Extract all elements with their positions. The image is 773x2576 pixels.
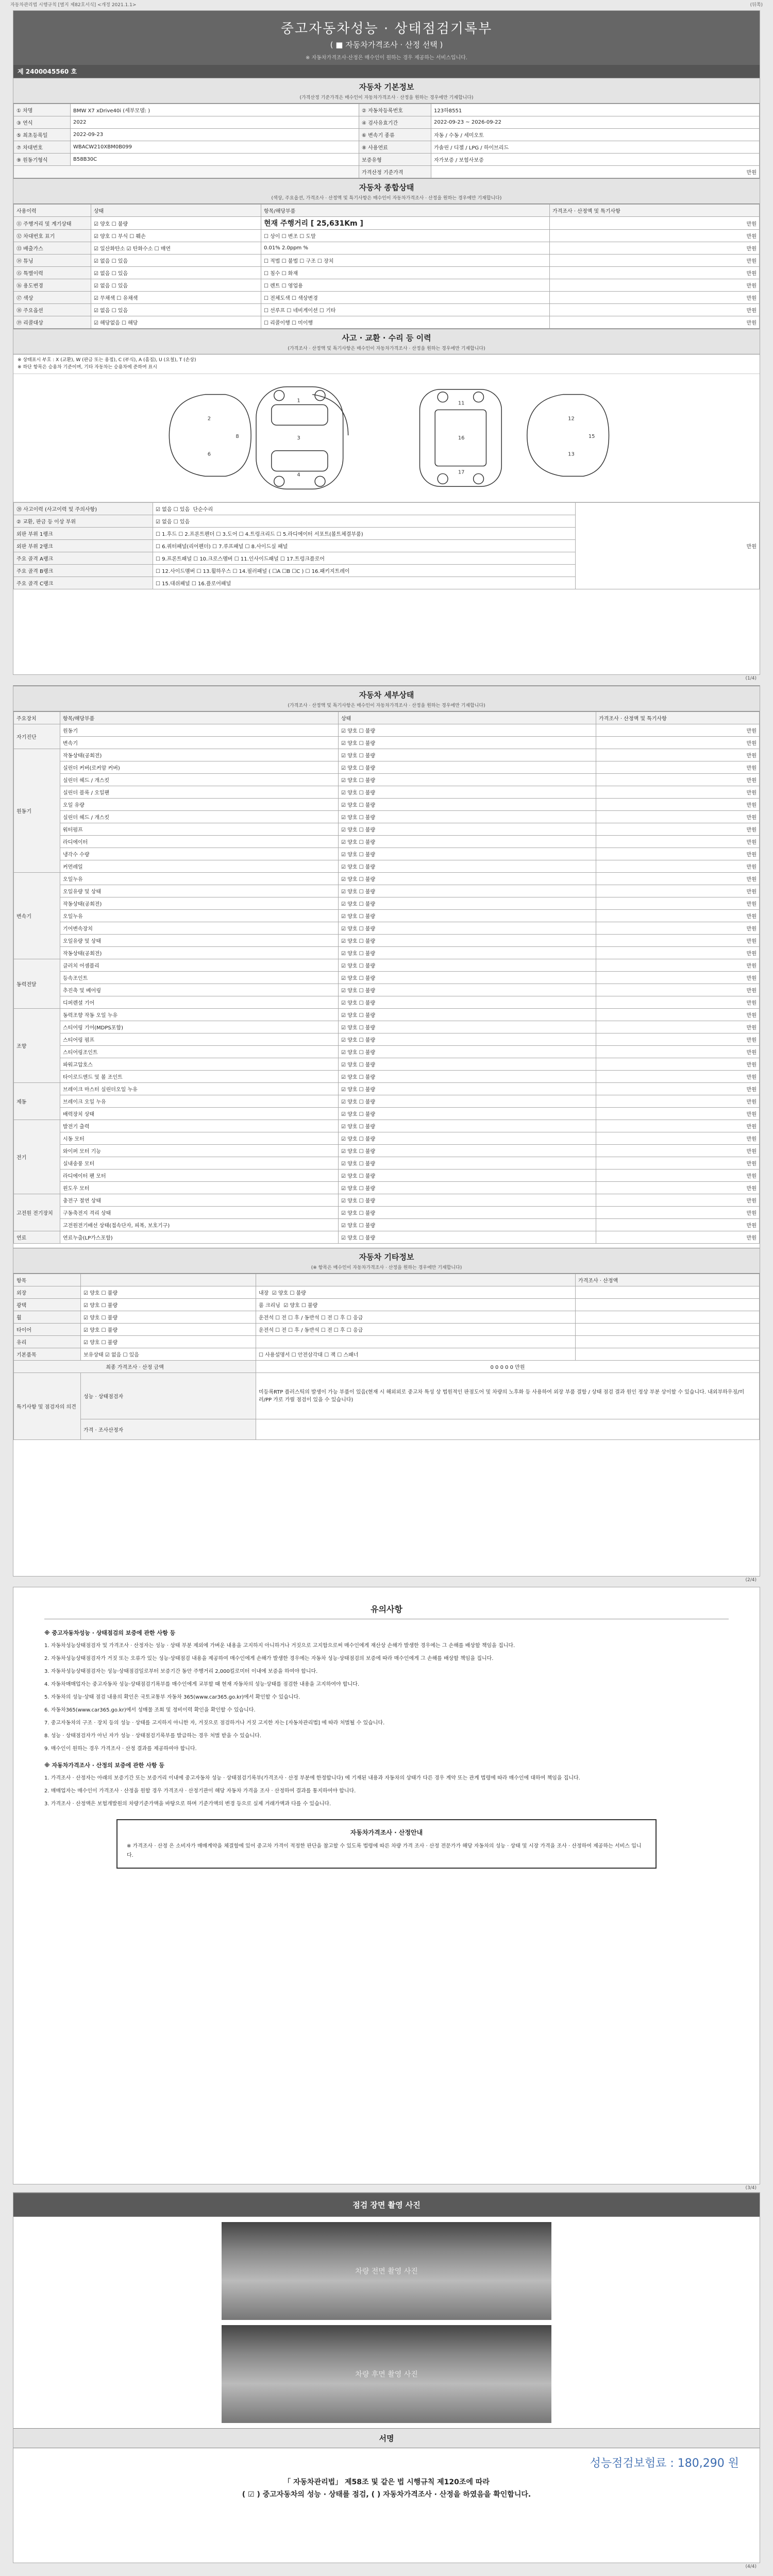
table-row: 오일유량 및 상태 ☑ 양호 ☐ 불량 만원 <box>14 885 760 897</box>
form-title: 중고자동차성능 · 상태점검기록부 <box>280 21 493 37</box>
overall-status-section: 자동차 종합상태 (색상, 주요옵션, 가격조사 · 산정액 및 특기사항은 매수인이 자동차가격조사 · 산정을 원하는 경우에만 기재합니다) <box>13 178 760 204</box>
form-header <box>13 11 760 65</box>
document-number: 제 2400045560 호 <box>13 65 760 78</box>
table-row: 전기 발전기 출력 ☑ 양호 ☐ 불량 만원 <box>14 1120 760 1132</box>
table-row: 작동상태(공회전) ☑ 양호 ☐ 불량 만원 <box>14 897 760 910</box>
price-service-notice: 자동차가격조사 · 산정안내 ※ 가격조사 · 산정 은 소비자가 매매계약을 체결함에 있어 중고차 가격이 적정한 판단을 참고할 수 있도록 법령에 따른 차량 가격 조사 · 산정 전문가가 해당 자동차의 성능 · 상태 및 시장 가격을 조사 · 산정하여 제공하는 서비스 입니다. <box>116 1819 657 1869</box>
photo-section: 점검 장면 촬영 사진 <box>13 2193 760 2217</box>
table-row: 커먼레일 ☑ 양호 ☐ 불량 만원 <box>14 860 760 873</box>
table-row: 타이로드엔드 및 볼 조인트 ☑ 양호 ☐ 불량 만원 <box>14 1071 760 1083</box>
page-4: 점검 장면 촬영 사진 차량 전면 촬영 사진 차량 후면 촬영 사진 서명 성능점검보험료 : 180,290 원 「 자동차관리법」 제58조 및 같은 법 시행규칙 제120조에 따라 ( ☑ ) 중고자동차의 성능 · 상태를 점검, ( ) 자동차가격조사 · 산정을 하였음을 확인합니다. (4/4) <box>13 2192 760 2563</box>
table-row: 주요 골격 C랭크 ☐ 15.대쉬패널 ☐ 16.플로어패널 <box>14 577 760 589</box>
table-row: 디퍼렌셜 기어 ☑ 양호 ☐ 불량 만원 <box>14 996 760 1009</box>
table-row: 작동상태(공회전) ☑ 양호 ☐ 불량 만원 <box>14 947 760 959</box>
table-row: 실내송풍 모터 ☑ 양호 ☐ 불량 만원 <box>14 1157 760 1170</box>
table-row: 구동축전지 격리 상태 ☑ 양호 ☐ 불량 만원 <box>14 1207 760 1219</box>
accident-history-section: 사고 · 교환 · 수리 등 이력 (가격조사 · 산정액 및 특기사항은 매수인이 자동차가격조사 · 산정을 원하는 경우에만 기재합니다) <box>13 329 760 354</box>
page-1: 중고자동차성능 · 상태점검기록부 ( ■ 자동차가격조사 · 산정 선택 ) ※ 자동차가격조사·산정은 매수인이 원하는 경우 제공하는 서비스입니다. 제 2400045560 호 자동차 기본정보 (가격산정 기준가격은 매수인이 자동차가격조사 · 산정을 원하는 경우에만 기재합니다) ① 차명 BMW X7 xDrive40i (세부모델: ) ② 자동차등록번호 123하8551 ③ 연식 2022 ④ 검사유효기간 2022-09-23 ~ 2026-09-22 ⑤ 최초등록일 2022-09-23 ⑥ 변속기 종류 자동 / 수동 / 세미오토 ⑦ 차대번호 WBACW210XBM0B099 ⑧ 사용연료 가솔린 / 디젤 / LPG / 하이브리드 ⑨ 원동기형식 B58B30C 보증유형 자가보증 / 보험사보증 가격산정 기준가격 만원 자동차 종합상태 (색상, 주요옵션, 가격조사 · 산정액 및 특기사항은 매수인이 자동차가격조사 · 산정을 원하는 경우에만 기재합니다) 사용이력 상태 항목/해당부품 가격조사 · 산정액 및 특기사항 ⑪ 주행거리 및 계기상태 ☑ 양호 ☐ 불량 현재 주행거리 [ 25,631Km ] 만원 ⑫ 차대번호 표기 ☑ 양호 ☐ 부식 ☐ 훼손 ☐ 상이 ☐ 변조 ☐ 도말 만원 ⑬ 배출가스 ☑ 일산화탄소 ☑ 탄화수소 ☐ 매연 0.01% 2.0ppm % 만원 ⑭ 튜닝 ☑ 없음 ☐ 있음 ☐ 적법 ☐ 불법 ☐ 구조 ☐ 장치 만원 ⑮ 특별이력 ☑ 없음 ☐ 있음 ☐ 침수 ☐ 화재 만원 ⑯ 용도변경 ☑ 없음 ☐ 있음 ☐ 렌트 ☐ 영업용 만원 ⑰ 색상 ☑ 무채색 ☐ 유채색 ☐ 전체도색 ☐ 색상변경 만원 ⑱ 주요옵션 ☑ 없음 ☐ 있음 ☐ 선루프 ☐ 네비게이션 ☐ 기타 만원 ⑲ 리콜대상 ☑ 해당없음 ☐ 해당 ☐ 리콜이행 ☐ 미이행 만원 사고 · 교환 · 수리 등 이력 (가격조사 · 산정액 및 특기사항은 매수인이 자동차가격조사 · 산정을 원하는 경우에만 기재합니다) ※ 상태표시 부호 : X (교환), W (판금 또는 용접), C (부식), A (흠집), U (요철), T (손상) ※ 하단 항목은 승용차 기준이며, 기타 자동차는 승용차에 준하여 표시 1 3 4 2 6 8 11 16 17 12 13 15 ⑳ 사고이력 (사고이력 및 주의사항) ☑ 없음 ☐ 있음 단순수리 만원 ② 교환, 판금 등 이상 부위 ☑ 없음 ☐ 있음 외판 부위 1랭크 ☐ 1.후드 ☐ 2.프론트펜더 ☐ 3.도어 ☐ 4.트렁크리드 ☐ 5.라디에이터 서포트(볼트체결부품) 외판 부위 2랭크 ☐ 6.쿼터패널(리어펜더) ☐ 7.루프패널 ☐ 8.사이드실 패널 주요 골격 A랭크 ☐ 9.프론트패널 ☐ 10.크로스멤버 ☐ 11.인사이드패널 ☐ 17.트렁크플로어 주요 골격 B랭크 ☐ 12.사이드멤버 ☐ 13.휠하우스 ☐ 14.필러패널 ( ☐A ☐B ☐C ) ☐ 16.패키지트레이 주요 골격 C랭크 ☐ 15.대쉬패널 ☐ 16.플로어패널 (1/4) <box>13 10 760 675</box>
table-row: 오일 유량 ☑ 양호 ☐ 불량 만원 <box>14 799 760 811</box>
form-note: ※ 자동차가격조사·산정은 매수인이 원하는 경우 제공하는 서비스입니다. <box>306 55 467 61</box>
table-row: 기어변속장치 ☑ 양호 ☐ 불량 만원 <box>14 922 760 935</box>
table-row: 스티어링 펌프 ☑ 양호 ☐ 불량 만원 <box>14 1033 760 1046</box>
detail-status-table: 주요장치 항목/해당부품 상태 가격조사 · 산정액 및 특기사항 자기진단 원동기 ☑ 양호 ☐ 불량 만원 변속기 ☑ 양호 ☐ 불량 만원 원동기 작동상태(공회전) ☑ 양호 ☐ 불량 만원 실린더 커버(로커암 커버) ☑ 양호 ☐ 불량 만원 실린더 헤드 / 개스킷 ☑ 양호 ☐ 불량 만원 실린더 블록 / 오일팬 ☑ 양호 ☐ 불량 만원 오일 유량 ☑ 양호 ☐ 불량 만원 실린더 헤드 / 개스킷 ☑ 양호 ☐ 불량 만원 워터펌프 ☑ 양호 ☐ 불량 만원 라디에이터 ☑ 양호 ☐ 불량 만원 냉각수 수량 ☑ 양호 ☐ 불량 만원 커먼레일 ☑ 양호 ☐ 불량 만원 변속기 오일누유 ☑ 양호 ☐ 불량 만원 오일유량 및 상태 ☑ 양호 ☐ 불량 만원 작동상태(공회전) ☑ 양호 ☐ 불량 만원 오일누유 ☑ 양호 ☐ 불량 만원 기어변속장치 ☑ 양호 ☐ 불량 만원 오일유량 및 상태 ☑ 양호 ☐ 불량 만원 작동상태(공회전) ☑ 양호 ☐ 불량 만원 동력전달 클러치 어셈블리 ☑ 양호 ☐ 불량 만원 등속조인트 ☑ 양호 ☐ 불량 만원 추진축 및 베어링 ☑ 양호 ☐ 불량 만원 디퍼렌셜 기어 ☑ 양호 ☐ 불량 만원 조향 동력조향 작동 오일 누유 ☑ 양호 ☐ 불량 만원 스티어링 기어(MDPS포함) ☑ 양호 ☐ 불량 만원 스티어링 펌프 ☑ 양호 ☐ 불량 만원 스티어링조인트 ☑ 양호 ☐ 불량 만원 파워고압호스 ☑ 양호 ☐ 불량 만원 타이로드엔드 및 볼 조인트 ☑ 양호 ☐ 불량 만원 제동 브레이크 마스터 실린더오일 누유 ☑ 양호 ☐ 불량 만원 브레이크 오일 누유 ☑ 양호 ☐ 불량 만원 배력장치 상태 ☑ 양호 ☐ 불량 만원 전기 발전기 출력 ☑ 양호 ☐ 불량 만원 시동 모터 ☑ 양호 ☐ 불량 만원 와이퍼 모터 기능 ☑ 양호 ☐ 불량 만원 실내송풍 모터 ☑ 양호 ☐ 불량 만원 라디에이터 팬 모터 ☑ 양호 ☐ 불량 만원 윈도우 모터 ☑ 양호 ☐ 불량 만원 고전원 전기장치 충전구 절연 상태 ☑ 양호 ☐ 불량 만원 구동축전지 격리 상태 ☑ 양호 ☐ 불량 만원 고전원전기배선 상태(접속단자, 피복, 보호기구) ☑ 양호 ☐ 불량 만원 연료 연료누출(LP가스포함) ☑ 양호 ☐ 불량 만원 <box>13 711 760 1244</box>
table-row: 파워고압호스 ☑ 양호 ☐ 불량 만원 <box>14 1058 760 1071</box>
svg-text:4: 4 <box>297 472 300 478</box>
table-row: 동력전달 클러치 어셈블리 ☑ 양호 ☐ 불량 만원 <box>14 959 760 972</box>
table-row: 기본품목 보유상태 ☑ 없음 ☐ 있음 ☐ 사용설명서 ☐ 안전삼각대 ☐ 잭 ☐ 스패너 <box>14 1348 760 1361</box>
svg-text:16: 16 <box>458 435 465 441</box>
svg-text:13: 13 <box>568 451 575 457</box>
table-row: 조향 동력조향 작동 오일 누유 ☑ 양호 ☐ 불량 만원 <box>14 1009 760 1021</box>
table-row: 제동 브레이크 마스터 실린더오일 누유 ☑ 양호 ☐ 불량 만원 <box>14 1083 760 1095</box>
table-row: 윈도우 모터 ☑ 양호 ☐ 불량 만원 <box>14 1182 760 1194</box>
table-row: 와이퍼 모터 기능 ☑ 양호 ☐ 불량 만원 <box>14 1145 760 1157</box>
svg-text:11: 11 <box>458 400 465 406</box>
table-row: 자기진단 원동기 ☑ 양호 ☐ 불량 만원 <box>14 724 760 737</box>
svg-text:8: 8 <box>236 433 239 439</box>
table-row: 시동 모터 ☑ 양호 ☐ 불량 만원 <box>14 1132 760 1145</box>
table-row: 변속기 오일누유 ☑ 양호 ☐ 불량 만원 <box>14 873 760 885</box>
table-row: 실린더 블록 / 오일팬 ☑ 양호 ☐ 불량 만원 <box>14 786 760 799</box>
table-row: 배력장치 상태 ☑ 양호 ☐ 불량 만원 <box>14 1108 760 1120</box>
table-row: ⑬ 배출가스 ☑ 일산화탄소 ☑ 탄화수소 ☐ 매연 0.01% 2.0ppm % 만원 <box>14 242 760 255</box>
table-row: 실린더 헤드 / 개스킷 ☑ 양호 ☐ 불량 만원 <box>14 774 760 786</box>
table-row: 휠 ☑ 양호 ☐ 불량 운전석 ☐ 전 ☐ 후 / 동반석 ☐ 전 ☐ 후 ☐ 응급 <box>14 1311 760 1324</box>
svg-text:15: 15 <box>588 433 595 439</box>
table-row: 스티어링조인트 ☑ 양호 ☐ 불량 만원 <box>14 1046 760 1058</box>
svg-text:2: 2 <box>207 416 211 422</box>
insurance-fee: 성능점검보험료 : 180,290 원 <box>590 2457 739 2470</box>
table-row: 광택 ☑ 양호 ☐ 불량 룸 크리닝 ☑ 양호 ☐ 불량 <box>14 1299 760 1311</box>
svg-text:1: 1 <box>297 398 300 404</box>
page-3: 유의사항 ※ 중고자동차성능 · 상태점검의 보증에 관한 사항 등 1. 자동차성능상태점검자 및 가격조사 · 산정자는 성능 · 상태 부분 제외에 가벼운 내용을 고지하지 아니하거나 거짓으로 고지함으로써 매수인에게 재산상 손해가 발생한 경우에는 그 손해를 배상할 책임을 집니다. 2. 자동차성능상태점검자가 거짓 또는 오류가 있는 성능·상태점검 내용을 제공하여 매수인에게 손해가 발생한 경우에는 자동차 성능·상태점검의 보증에 따라 매수인에게 그 손해를 배상할 책임을 집니다. 3. 자동차성능상태점검자는 성능·상태점검일로부터 보증기간 동안 주행거리 2,000킬로미터 이내에 보증을 하여야 합니다. 4. 자동차매매업자는 중고자동차 성능·상태점검기록부를 매수인에게 교부할 때 현재 자동차의 성능·상태를 점검한 내용을 고지하여야 합니다. 5. 자동차의 성능·상태 점검 내용의 확인은 국토교통부 자동차 365(www.car365.go.kr)에서 확인할 수 있습니다. 6. 자동차365(www.car365.go.kr)에서 성매물 조회 및 정비이력 확인을 확인할 수 있습니다. 7. 중고자동차의 구조 · 장치 등의 성능 · 상태를 고지하지 아니한 자, 거짓으로 점검하거나 거짓 고지한 자는 [자동차관리법] 에 따라 처벌될 수 있습니다. 8. 성능 · 상태점검자가 아닌 자가 성능 · 상태점검기록부를 발급하는 경우 처벌 받을 수 있습니다. 9. 매수인이 원하는 경우 가격조사 · 산정 결과를 제공하여야 합니다. ※ 자동차가격조사 · 산정의 보증에 관한 사항 등 1. 가격조사 · 산정자는 아래의 보증기간 또는 보증거리 이내에 중고자동차 성능 · 상태점검기록부(가격조사 · 산정 부분에 한정합니다) 에 기재된 내용과 자동차의 상태가 다른 경우 계약 또는 관계 법령에 따라 매수인에 대하여 책임을 집니다. 2. 매매업자는 매수인이 가격조사 · 산정을 원할 경우 가격조사 · 산정기관이 해당 자동차 가격을 조사 · 산정하여 결과를 통지하여야 합니다. 3. 가격조사 · 산정액은 보험개발원의 차량기준가액을 바탕으로 하며 기준가액의 변경 등으로 실제 거래가액과 다를 수 있습니다. 자동차가격조사 · 산정안내 ※ 가격조사 · 산정 은 소비자가 매매계약을 체결함에 있어 중고차 가격이 적정한 판단을 참고할 수 있도록 법령에 따른 차량 가격 조사 · 산정 전문가가 해당 자동차의 성능 · 상태 및 시장 가격을 조사 · 산정하여 제공하는 서비스 입니다. (3/4) <box>13 1587 760 2184</box>
svg-text:17: 17 <box>458 469 465 476</box>
table-row: 고전원전기배선 상태(접속단자, 피복, 보호기구) ☑ 양호 ☐ 불량 만원 <box>14 1219 760 1231</box>
table-row: 라디에이터 팬 모터 ☑ 양호 ☐ 불량 만원 <box>14 1170 760 1182</box>
table-row: 브레이크 오일 누유 ☑ 양호 ☐ 불량 만원 <box>14 1095 760 1108</box>
table-row: 원동기 작동상태(공회전) ☑ 양호 ☐ 불량 만원 <box>14 749 760 761</box>
accident-legend: ※ 상태표시 부호 : X (교환), W (판금 또는 용접), C (부식), A (흠집), U (요철), T (손상) ※ 하단 항목은 승용차 기준이며, 기타 자동차는 승용차에 준하여 표시 <box>18 358 196 370</box>
table-row: 워터펌프 ☑ 양호 ☐ 불량 만원 <box>14 823 760 836</box>
table-row: 유리 ☑ 양호 ☐ 불량 <box>14 1336 760 1348</box>
table-row: 타이어 ☑ 양호 ☐ 불량 운전석 ☐ 전 ☐ 후 / 동반석 ☐ 전 ☐ 후 ☐ 응급 <box>14 1324 760 1336</box>
table-row: 주요 골격 B랭크 ☐ 12.사이드멤버 ☐ 13.휠하우스 ☐ 14.필러패널 ( ☐A ☐B ☐C ) ☐ 16.패키지트레이 <box>14 564 760 577</box>
table-row: ⑲ 리콜대상 ☑ 해당없음 ☐ 해당 ☐ 리콜이행 ☐ 미이행 만원 <box>14 316 760 329</box>
table-row: 오일유량 및 상태 ☑ 양호 ☐ 불량 만원 <box>14 935 760 947</box>
table-row: 외판 부위 2랭크 ☐ 6.쿼터패널(리어펜더) ☐ 7.루프패널 ☐ 8.사이드실 패널 <box>14 539 760 552</box>
table-row: 외장 ☑ 양호 ☐ 불량 내장 ☑ 양호 ☐ 불량 <box>14 1286 760 1299</box>
table-row: 연료 연료누출(LP가스포함) ☑ 양호 ☐ 불량 만원 <box>14 1231 760 1244</box>
table-row: 스티어링 기어(MDPS포함) ☑ 양호 ☐ 불량 만원 <box>14 1021 760 1033</box>
table-row: 고전원 전기장치 충전구 절연 상태 ☑ 양호 ☐ 불량 만원 <box>14 1194 760 1207</box>
svg-text:12: 12 <box>568 416 575 422</box>
table-row: ⑰ 색상 ☑ 무채색 ☐ 유채색 ☐ 전체도색 ☐ 색상변경 만원 <box>14 292 760 304</box>
table-row: 외판 부위 1랭크 ☐ 1.후드 ☐ 2.프론트펜더 ☐ 3.도어 ☐ 4.트렁크리드 ☐ 5.라디에이터 서포트(볼트체결부품) <box>14 527 760 539</box>
table-row: 등속조인트 ☑ 양호 ☐ 불량 만원 <box>14 972 760 984</box>
table-row: 오일누유 ☑ 양호 ☐ 불량 만원 <box>14 910 760 922</box>
table-row: ⑫ 차대번호 표기 ☑ 양호 ☐ 부식 ☐ 훼손 ☐ 상이 ☐ 변조 ☐ 도말 만원 <box>14 230 760 242</box>
basic-info-table: ① 차명 BMW X7 xDrive40i (세부모델: ) ② 자동차등록번호 123하8551 ③ 연식 2022 ④ 검사유효기간 2022-09-23 ~ 2026-09-22 ⑤ 최초등록일 2022-09-23 ⑥ 변속기 종류 자동 / 수동 / 세미오토 ⑦ 차대번호 WBACW210XBM0B099 ⑧ 사용연료 가솔린 / 디젤 / LPG / 하이브리드 ⑨ 원동기형식 B58B30C 보증유형 자가보증 / 보험사보증 가격산정 기준가격 만원 <box>13 104 760 178</box>
svg-text:3: 3 <box>297 435 300 441</box>
other-info-section: 자동차 기타정보 (※ 항목은 매수인이 자동차가격조사 · 산정을 원하는 경우에만 기재합니다) <box>13 1248 760 1274</box>
table-row: 냉각수 수량 ☑ 양호 ☐ 불량 만원 <box>14 848 760 860</box>
table-row: 실린더 커버(로커암 커버) ☑ 양호 ☐ 불량 만원 <box>14 761 760 774</box>
signature-section: 서명 <box>13 2428 760 2448</box>
front-photo: 차량 전면 촬영 사진 <box>222 2222 551 2320</box>
table-row: ⑪ 주행거리 및 계기상태 ☑ 양호 ☐ 불량 현재 주행거리 [ 25,631Km ] 만원 <box>14 217 760 230</box>
detail-status-section: 자동차 세부상태 (가격조사 · 산정액 및 특기사항은 매수인이 자동차가격조사 · 산정을 원하는 경우에만 기재합니다) <box>13 686 760 711</box>
table-row: 변속기 ☑ 양호 ☐ 불량 만원 <box>14 737 760 749</box>
table-row: ⑮ 특별이력 ☑ 없음 ☐ 있음 ☐ 침수 ☐ 화재 만원 <box>14 267 760 279</box>
form-subtitle: ( ■ 자동차가격조사 · 산정 선택 ) <box>330 40 443 49</box>
page-2: 자동차 세부상태 (가격조사 · 산정액 및 특기사항은 매수인이 자동차가격조사 · 산정을 원하는 경우에만 기재합니다) 주요장치 항목/해당부품 상태 가격조사 · 산정액 및 특기사항 자기진단 원동기 ☑ 양호 ☐ 불량 만원 변속기 ☑ 양호 ☐ 불량 만원 원동기 작동상태(공회전) ☑ 양호 ☐ 불량 만원 실린더 커버(로커암 커버) ☑ 양호 ☐ 불량 만원 실린더 헤드 / 개스킷 ☑ 양호 ☐ 불량 만원 실린더 블록 / 오일팬 ☑ 양호 ☐ 불량 만원 오일 유량 ☑ 양호 ☐ 불량 만원 실린더 헤드 / 개스킷 ☑ 양호 ☐ 불량 만원 워터펌프 ☑ 양호 ☐ 불량 만원 라디에이터 ☑ 양호 ☐ 불량 만원 냉각수 수량 ☑ 양호 ☐ 불량 만원 커먼레일 ☑ 양호 ☐ 불량 만원 변속기 오일누유 ☑ 양호 ☐ 불량 만원 오일유량 및 상태 ☑ 양호 ☐ 불량 만원 작동상태(공회전) ☑ 양호 ☐ 불량 만원 오일누유 ☑ 양호 ☐ 불량 만원 기어변속장치 ☑ 양호 ☐ 불량 만원 오일유량 및 상태 ☑ 양호 ☐ 불량 만원 작동상태(공회전) ☑ 양호 ☐ 불량 만원 동력전달 클러치 어셈블리 ☑ 양호 ☐ 불량 만원 등속조인트 ☑ 양호 ☐ 불량 만원 추진축 및 베어링 ☑ 양호 ☐ 불량 만원 디퍼렌셜 기어 ☑ 양호 ☐ 불량 만원 조향 동력조향 작동 오일 누유 ☑ 양호 ☐ 불량 만원 스티어링 기어(MDPS포함) ☑ 양호 ☐ 불량 만원 스티어링 펌프 ☑ 양호 ☐ 불량 만원 스티어링조인트 ☑ 양호 ☐ 불량 만원 파워고압호스 ☑ 양호 ☐ 불량 만원 타이로드엔드 및 볼 조인트 ☑ 양호 ☐ 불량 만원 제동 브레이크 마스터 실린더오일 누유 ☑ 양호 ☐ 불량 만원 브레이크 오일 누유 ☑ 양호 ☐ 불량 만원 배력장치 상태 ☑ 양호 ☐ 불량 만원 전기 발전기 출력 ☑ 양호 ☐ 불량 만원 시동 모터 ☑ 양호 ☐ 불량 만원 와이퍼 모터 기능 ☑ 양호 ☐ 불량 만원 실내송풍 모터 ☑ 양호 ☐ 불량 만원 라디에이터 팬 모터 ☑ 양호 ☐ 불량 만원 윈도우 모터 ☑ 양호 ☐ 불량 만원 고전원 전기장치 충전구 절연 상태 ☑ 양호 ☐ 불량 만원 구동축전지 격리 상태 ☑ 양호 ☐ 불량 만원 고전원전기배선 상태(접속단자, 피복, 보호기구) ☑ 양호 ☐ 불량 만원 연료 연료누출(LP가스포함) ☑ 양호 ☐ 불량 만원 자동차 기타정보 (※ 항목은 매수인이 자동차가격조사 · 산정을 원하는 경우에만 기재합니다) 항목 가격조사 · 산정액 외장 ☑ 양호 ☐ 불량 내장 ☑ 양호 ☐ 불량 광택 ☑ 양호 ☐ 불량 룸 크리닝 ☑ 양호 ☐ 불량 휠 ☑ 양호 ☐ 불량 운전석 ☐ 전 ☐ 후 / 동반석 ☐ 전 ☐ 후 ☐ 응급 타이어 ☑ 양호 ☐ 불량 운전석 ☐ 전 ☐ 후 / 동반석 ☐ 전 ☐ 후 ☐ 응급 유리 ☑ 양호 ☐ 불량 기본품목 보유상태 ☑ 없음 ☐ 있음 ☐ 사용설명서 ☐ 안전삼각대 ☐ 잭 ☐ 스패너 최종 가격조사 · 산정 금액 0 0 0 0 0 만원 특기사항 및 점검자의 의견 성능 · 상태점검자 미등록RTP 플러스틱의 발생이 가능 부품이 있음(현재 시 해외외로 중고차 특성 상 법원적인 판점도어 및 차량의 노후화 등 사용하여 외장 부품 결함 / 상태 점검 결과 원인 정상 부분 상이할 수 있습니다. 내외부하우징/미러/PP 가로 가릴 점검이 있을 수 있습니다) 가격 · 조사산정자 (2/4) <box>13 685 760 1577</box>
notice-section: 유의사항 ※ 중고자동차성능 · 상태점검의 보증에 관한 사항 등 1. 자동차성능상태점검자 및 가격조사 · 산정자는 성능 · 상태 부분 제외에 가벼운 내용을 고지하지 아니하거나 거짓으로 고지함으로써 매수인에게 재산상 손해가 발생한 경우에는 그 손해를 배상할 책임을 집니다. 2. 자동차성능상태점검자가 거짓 또는 오류가 있는 성능·상태점검 내용을 제공하여 매수인에게 손해가 발생한 경우에는 자동차 성능·상태점검의 보증에 따라 매수인에게 그 손해를 배상할 책임을 집니다. 3. 자동차성능상태점검자는 성능·상태점검일로부터 보증기간 동안 주행거리 2,000킬로미터 이내에 보증을 하여야 합니다. 4. 자동차매매업자는 중고자동차 성능·상태점검기록부를 매수인에게 교부할 때 현재 자동차의 성능·상태를 점검한 내용을 고지하여야 합니다. 5. 자동차의 성능·상태 점검 내용의 확인은 국토교통부 자동차 365(www.car365.go.kr)에서 확인할 수 있습니다. 6. 자동차365(www.car365.go.kr)에서 성매물 조회 및 정비이력 확인을 확인할 수 있습니다. 7. 중고자동차의 구조 · 장치 등의 성능 · 상태를 고지하지 아니한 자, 거짓으로 점검하거나 거짓 고지한 자는 [자동차관리법] 에 따라 처벌될 수 있습니다. 8. 성능 · 상태점검자가 아닌 자가 성능 · 상태점검기록부를 발급하는 경우 처벌 받을 수 있습니다. 9. 매수인이 원하는 경우 가격조사 · 산정 결과를 제공하여야 합니다. ※ 자동차가격조사 · 산정의 보증에 관한 사항 등 1. 가격조사 · 산정자는 아래의 보증기간 또는 보증거리 이내에 중고자동차 성능 · 상태점검기록부(가격조사 · 산정 부분에 한정합니다) 에 기재된 내용과 자동차의 상태가 다른 경우 계약 또는 관계 법령에 따라 매수인에 대하여 책임을 집니다. 2. 매매업자는 매수인이 가격조사 · 산정을 원할 경우 가격조사 · 산정기관이 해당 자동차 가격을 조사 · 산정하여 결과를 통지하여야 합니다. 3. 가격조사 · 산정액은 보험개발원의 차량기준가액을 바탕으로 하며 기준가액의 변경 등으로 실제 거래가액과 다를 수 있습니다. 자동차가격조사 · 산정안내 ※ 가격조사 · 산정 은 소비자가 매매계약을 체결함에 있어 중고차 가격이 적정한 판단을 참고할 수 있도록 법령에 따른 차량 가격 조사 · 산정 전문가가 해당 자동차의 성능 · 상태 및 시장 가격을 조사 · 산정하여 제공하는 서비스 입니다. <box>13 1587 760 1894</box>
table-row: 주요 골격 A랭크 ☐ 9.프론트패널 ☐ 10.크로스멤버 ☐ 11.인사이드패널 ☐ 17.트렁크플로어 <box>14 552 760 564</box>
table-row: 라디에이터 ☑ 양호 ☐ 불량 만원 <box>14 836 760 848</box>
confirmation-text: 「 자동차관리법」 제58조 및 같은 법 시행규칙 제120조에 따라 ( ☑ ) 중고자동차의 성능 · 상태를 점검, ( ) 자동차가격조사 · 산정을 하였음을 확인합니다. <box>242 2478 531 2499</box>
car-diagram <box>13 374 760 502</box>
overall-status-table: 사용이력 상태 항목/해당부품 가격조사 · 산정액 및 특기사항 ⑪ 주행거리 및 계기상태 ☑ 양호 ☐ 불량 현재 주행거리 [ 25,631Km ] 만원 ⑫ 차대번호 표기 ☑ 양호 ☐ 부식 ☐ 훼손 ☐ 상이 ☐ 변조 ☐ 도말 만원 ⑬ 배출가스 ☑ 일산화탄소 ☑ 탄화수소 ☐ 매연 0.01% 2.0ppm % 만원 ⑭ 튜닝 ☑ 없음 ☐ 있음 ☐ 적법 ☐ 불법 ☐ 구조 ☐ 장치 만원 ⑮ 특별이력 ☑ 없음 ☐ 있음 ☐ 침수 ☐ 화재 만원 ⑯ 용도변경 ☑ 없음 ☐ 있음 ☐ 렌트 ☐ 영업용 만원 ⑰ 색상 ☑ 무채색 ☐ 유채색 ☐ 전체도색 ☐ 색상변경 만원 ⑱ 주요옵션 ☑ 없음 ☐ 있음 ☐ 선루프 ☐ 네비게이션 ☐ 기타 만원 ⑲ 리콜대상 ☑ 해당없음 ☐ 해당 ☐ 리콜이행 ☐ 미이행 만원 <box>13 204 760 329</box>
table-row: ⑯ 용도변경 ☑ 없음 ☐ 있음 ☐ 렌트 ☐ 영업용 만원 <box>14 279 760 292</box>
table-row: 실린더 헤드 / 개스킷 ☑ 양호 ☐ 불량 만원 <box>14 811 760 823</box>
basic-info-section: 자동차 기본정보 (가격산정 기준가격은 매수인이 자동차가격조사 · 산정을 원하는 경우에만 기재합니다) <box>13 78 760 104</box>
form-reference: 자동차관리법 시행규칙 [별지 제82호서식] <개정 2021.1.1> (뒤쪽) <box>10 3 763 8</box>
rear-photo: 차량 후면 촬영 사진 <box>222 2325 551 2423</box>
svg-text:6: 6 <box>207 451 211 457</box>
table-row: ⑭ 튜닝 ☑ 없음 ☐ 있음 ☐ 적법 ☐ 불법 ☐ 구조 ☐ 장치 만원 <box>14 255 760 267</box>
car-diagram-svg <box>13 374 760 502</box>
accident-table: ⑳ 사고이력 (사고이력 및 주의사항) ☑ 없음 ☐ 있음 단순수리 만원 ② 교환, 판금 등 이상 부위 ☑ 없음 ☐ 있음 외판 부위 1랭크 ☐ 1.후드 ☐ 2.프론트펜더 ☐ 3.도어 ☐ 4.트렁크리드 ☐ 5.라디에이터 서포트(볼트체결부품) 외판 부위 2랭크 ☐ 6.쿼터패널(리어펜더) ☐ 7.루프패널 ☐ 8.사이드실 패널 주요 골격 A랭크 ☐ 9.프론트패널 ☐ 10.크로스멤버 ☐ 11.인사이드패널 ☐ 17.트렁크플로어 주요 골격 B랭크 ☐ 12.사이드멤버 ☐ 13.휠하우스 ☐ 14.필러패널 ( ☐A ☐B ☐C ) ☐ 16.패키지트레이 주요 골격 C랭크 ☐ 15.대쉬패널 ☐ 16.플로어패널 <box>13 502 760 589</box>
other-info-table: 항목 가격조사 · 산정액 외장 ☑ 양호 ☐ 불량 내장 ☑ 양호 ☐ 불량 광택 ☑ 양호 ☐ 불량 룸 크리닝 ☑ 양호 ☐ 불량 휠 ☑ 양호 ☐ 불량 운전석 ☐ 전 ☐ 후 / 동반석 ☐ 전 ☐ 후 ☐ 응급 타이어 ☑ 양호 ☐ 불량 운전석 ☐ 전 ☐ 후 / 동반석 ☐ 전 ☐ 후 ☐ 응급 유리 ☑ 양호 ☐ 불량 기본품목 보유상태 ☑ 없음 ☐ 있음 ☐ 사용설명서 ☐ 안전삼각대 ☐ 잭 ☐ 스패너 최종 가격조사 · 산정 금액 0 0 0 0 0 만원 특기사항 및 점검자의 의견 성능 · 상태점검자 미등록RTP 플러스틱의 발생이 가능 부품이 있음(현재 시 해외외로 중고차 특성 상 법원적인 판점도어 및 차량의 노후화 등 사용하여 외장 부품 결함 / 상태 점검 결과 원인 정상 부분 상이할 수 있습니다. 내외부하우징/미러/PP 가로 가릴 점검이 있을 수 있습니다) 가격 · 조사산정자 <box>13 1274 760 1440</box>
notice-title: 유의사항 <box>44 1603 729 1619</box>
table-row: 추진축 및 베어링 ☑ 양호 ☐ 불량 만원 <box>14 984 760 996</box>
table-row: ⑱ 주요옵션 ☑ 없음 ☐ 있음 ☐ 선루프 ☐ 네비게이션 ☐ 기타 만원 <box>14 304 760 316</box>
